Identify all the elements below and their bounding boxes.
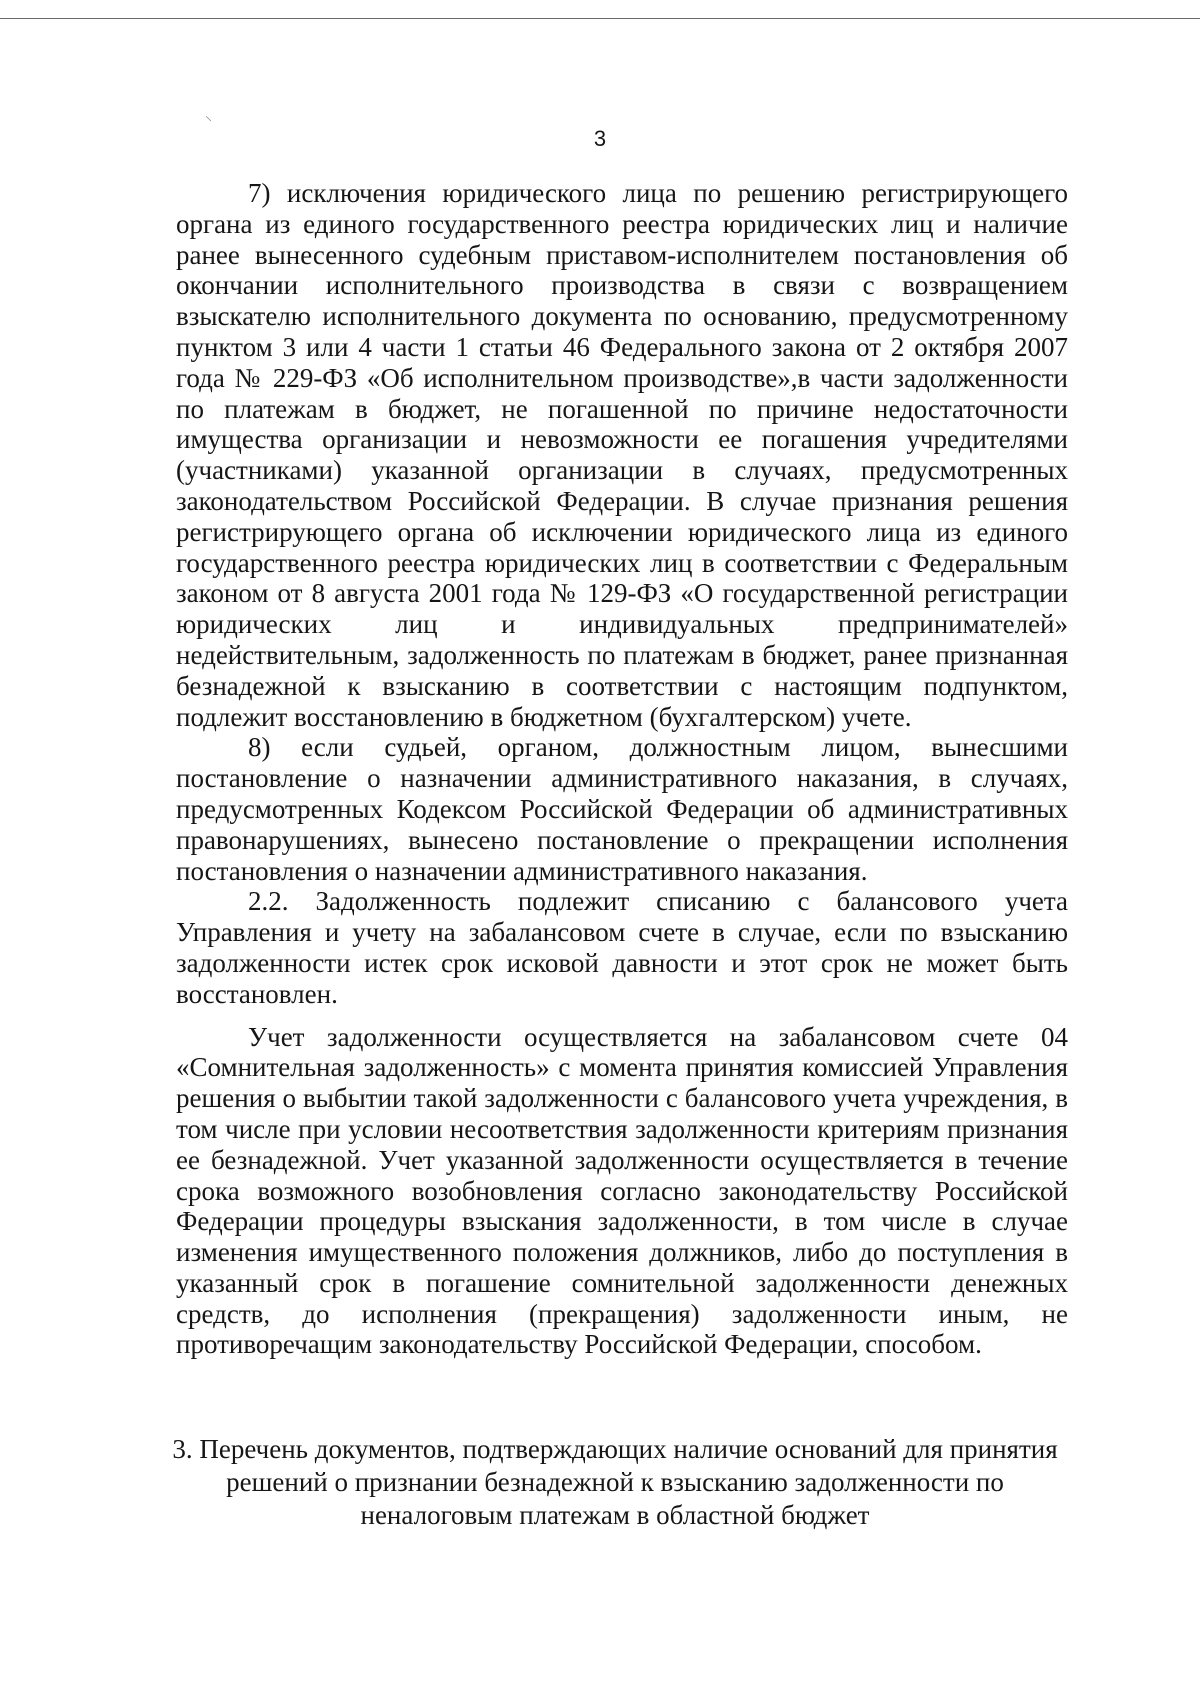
section-3-heading	[150, 1433, 1080, 1532]
document-body	[176, 178, 1068, 1360]
section-heading-line: 3. Перечень документов, подтверждающих наличие оснований для принятия	[172, 1434, 1058, 1464]
page-number: 3	[593, 126, 607, 151]
paragraph-item-8: 8) если судьей, органом, должностным лицом, вынесшими постановление о назначении административного наказания, в случаях, предусмотренных Кодексом Российской Федерации об административных правонарушениях, вынесено постановление о прекращении исполнения постановления о назначении административного наказания.	[176, 732, 1068, 886]
scan-top-border	[0, 18, 1200, 19]
paragraph-offbalance-accounting: Учет задолженности осуществляется на забалансовом счете 04 «Сомнительная задолженность» с момента принятия комиссией Управления решения о выбытии такой задолженности с балансового учета учреждения, в том числе при условии несоответствия задолженности критериям признания ее безнадежной. Учет указанной задолженности осуществляется в течение срока возможного возобновления согласно законодательству Российской Федерации процедуры взыскания задолженности, в том числе в случае изменения имущественного положения должников, либо до поступления в указанный срок в погашение сомнительной задолженности денежных средств, до исполнения (прекращения) задолженности иным, не противоречащим законодательству Российской Федерации, способом.	[176, 1021, 1068, 1360]
paragraph-item-7: 7) исключения юридического лица по решению регистрирующего органа из единого государственного реестра юридических лиц и наличие ранее вынесенного судебным приставом-исполнителем постановления об окончании исполнительного производства в связи с возвращением взыскателю исполнительного документа по основанию, предусмотренному пунктом 3 или 4 части 1 статьи 46 Федерального закона от 2 октября 2007 года № 229-ФЗ «Об исполнительном производстве»,в части задолженности по платежам в бюджет, не погашенной по причине недостаточности имущества организации и невозможности ее погашения учредителями (участниками) указанной организации в случаях, предусмотренных законодательством Российской Федерации. В случае признания решения регистрирующего органа об исключении юридического лица из единого государственного реестра юридических лиц в соответствии с Федеральным законом от 8 августа 2001 года № 129-ФЗ «О государственной регистрации юридических лиц и индивидуальных предпринимателей» недействительным, задолженность по платежам в бюджет, ранее признанная безнадежной к взысканию в соответствии с настоящим подпунктом, подлежит восстановлению в бюджетном (бухгалтерском) учете.	[176, 178, 1068, 732]
section-heading-line: неналоговым платежам в областной бюджет	[360, 1500, 870, 1530]
paragraph-item-2-2: 2.2. Задолженность подлежит списанию с балансового учета Управления и учету на забалансовом счете в случае, если по взысканию задолженности истек срок исковой давности и этот срок не может быть восстановлен.	[176, 886, 1068, 1009]
section-heading-line: решений о признании безнадежной к взысканию задолженности по	[226, 1467, 1004, 1497]
scan-artifact-mark: ⸌	[205, 115, 212, 130]
